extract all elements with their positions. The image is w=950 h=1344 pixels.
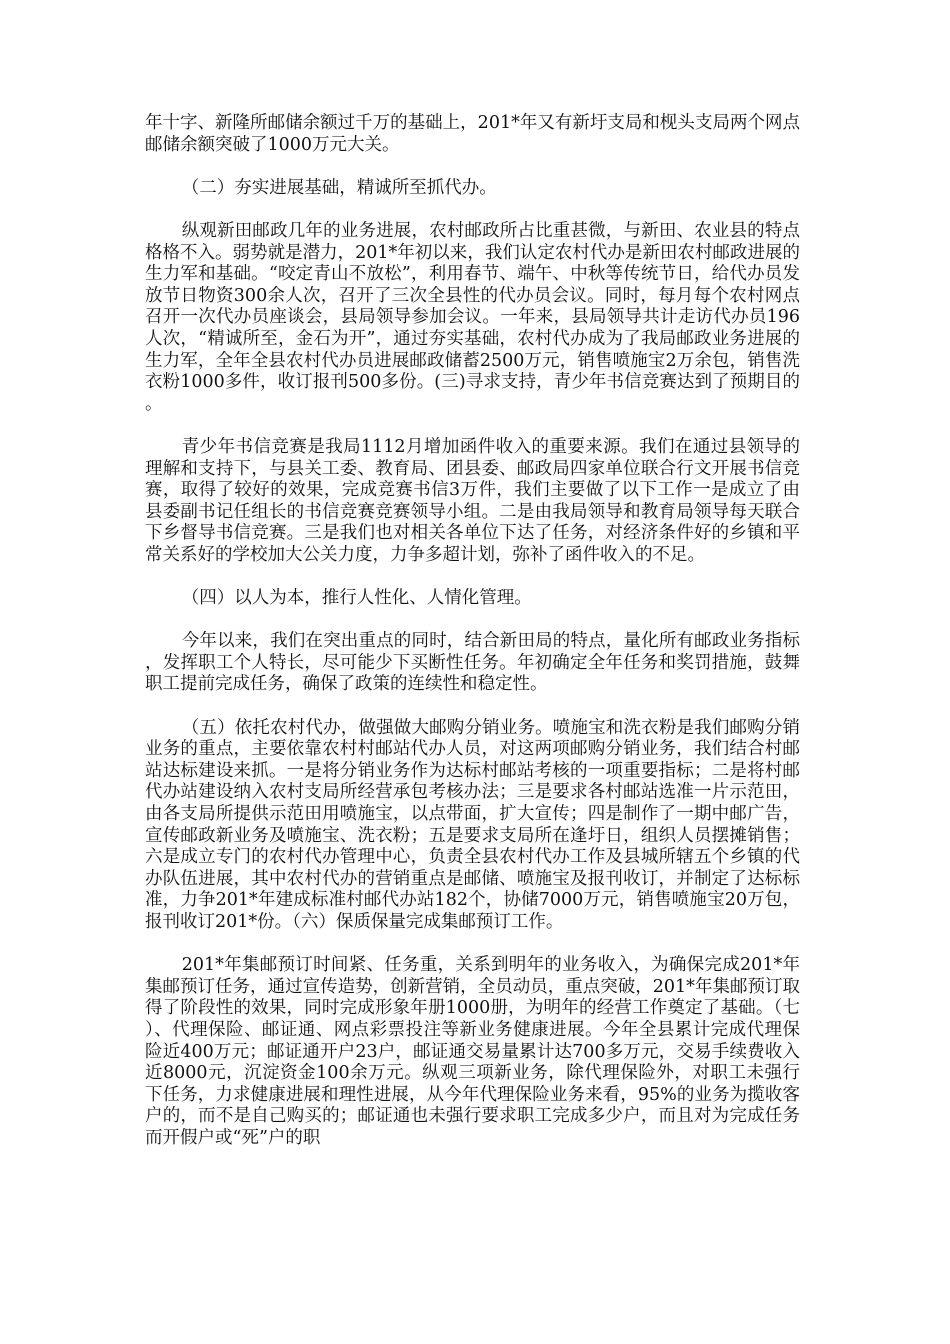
paragraph-8: 201*年集邮预订时间紧、任务重，关系到明年的业务收入，为确保完成201*年集邮预订任务，通过宣传造势，创新营销，全员动员，重点突破，201*年集邮预订取得了阶段性的效果，同时完成形象年册1000册，为明年的经营工作奠定了基础。（七）、代理保险、邮证通、网点彩票投注等新业务健康进展。今年全县累计完成代理保险近400万元；邮证通开户23户，邮证通交易量累计达700多万元，交易手续费收入近8000元，沉淀资金100余万元。纵观三项新业务，除代理保险外，对职工未强行下任务，力求健康进展和理性进展，从今年代理保险业务来看，95%的业务为揽收客户的，而不是自己购买的；邮证通也未强行要求职工完成多少户，而且对为完成任务而开假户或“死”户的职 xyxy=(145,955,800,1148)
paragraph-7: （五）依托农村代办，做强做大邮购分销业务。喷施宝和洗衣粉是我们邮购分销业务的重点，主要依靠农村村邮站代办人员，对这两项邮购分销业务，我们结合村邮站达标建设来抓。一是将分销业务作为达标村邮站考核的一项重要指标；二是将村邮代办站建设纳入农村支局所经营承包考核办法；三是要求各村邮站选准一片示范田，由各支局所提供示范田用喷施宝，以点带面，扩大宣传；四是制作了一期中邮广告，宣传邮政新业务及喷施宝、洗衣粉；五是要求支局所在逢圩日，组织人员摆摊销售；六是成立专门的农村代办管理中心，负责全县农村代办工作及县城所辖五个乡镇的代办队伍进展，其中农村代办的营销重点是邮储、喷施宝及报刊收订，并制定了达标标准，力争201*年建成标准村邮代办站182个，协储7000万元，销售喷施宝20万包，报刊收订201*份。（六）保质保量完成集邮预订工作。 xyxy=(145,717,800,932)
paragraph-4: 青少年书信竞赛是我局1112月增加函件收入的重要来源。我们在通过县领导的理解和支持下，与县关工委、教育局、团县委、邮政局四家单位联合行文开展书信竞赛，取得了较好的效果，完成竞赛书信3万件，我们主要做了以下工作一是成立了由县委副书记任组长的书信竞赛竞赛领导小组。二是由我局领导和教育局领导每天联合下乡督导书信竞赛。三是我们也对相关各单位下达了任务，对经济条件好的乡镇和平常关系好的学校加大公关力度，力争多超计划，弥补了函件收入的不足。 xyxy=(145,436,800,565)
paragraph-1: 年十字、新隆所邮储余额过千万的基础上，201*年又有新圩支局和枧头支局两个网点邮储余额突破了1000万元大关。 xyxy=(145,113,800,155)
document-body xyxy=(145,113,800,1150)
paragraph-3: 纵观新田邮政几年的业务进展，农村邮政所占比重甚微，与新田、农业县的特点格格不入。弱势就是潜力，201*年初以来，我们认定农村代办是新田农村邮政进展的生力军和基础。“咬定青山不放松”，利用春节、端午、中秋等传统节日，给代办员发放节日物资300余人次，召开了三次全县性的代办员会议。同时，每月每个农村网点召开一次代办员座谈会，县局领导参加会议。一年来，县局领导共计走访代办员196人次，“精诚所至，金石为开”，通过夯实基础，农村代办成为了我局邮政业务进展的生力军，全年全县农村代办员进展邮政储蓄2500万元，销售喷施宝2万余包，销售洗衣粉1000多件，收订报刊500多份。(三)寻求支持，青少年书信竞赛达到了预期目的。 xyxy=(145,220,800,414)
section-heading-2: （二）夯实进展基础，精诚所至抓代办。 xyxy=(181,177,497,198)
section-heading-4: （四）以人为本，推行人性化、人情化管理。 xyxy=(181,588,532,609)
paragraph-6: 今年以来，我们在突出重点的同时，结合新田局的特点，量化所有邮政业务指标，发挥职工个人特长，尽可能少下买断性任务。年初确定全年任务和奖罚措施，鼓舞职工提前完成任务，确保了政策的连续性和稳定性。 xyxy=(145,631,800,695)
